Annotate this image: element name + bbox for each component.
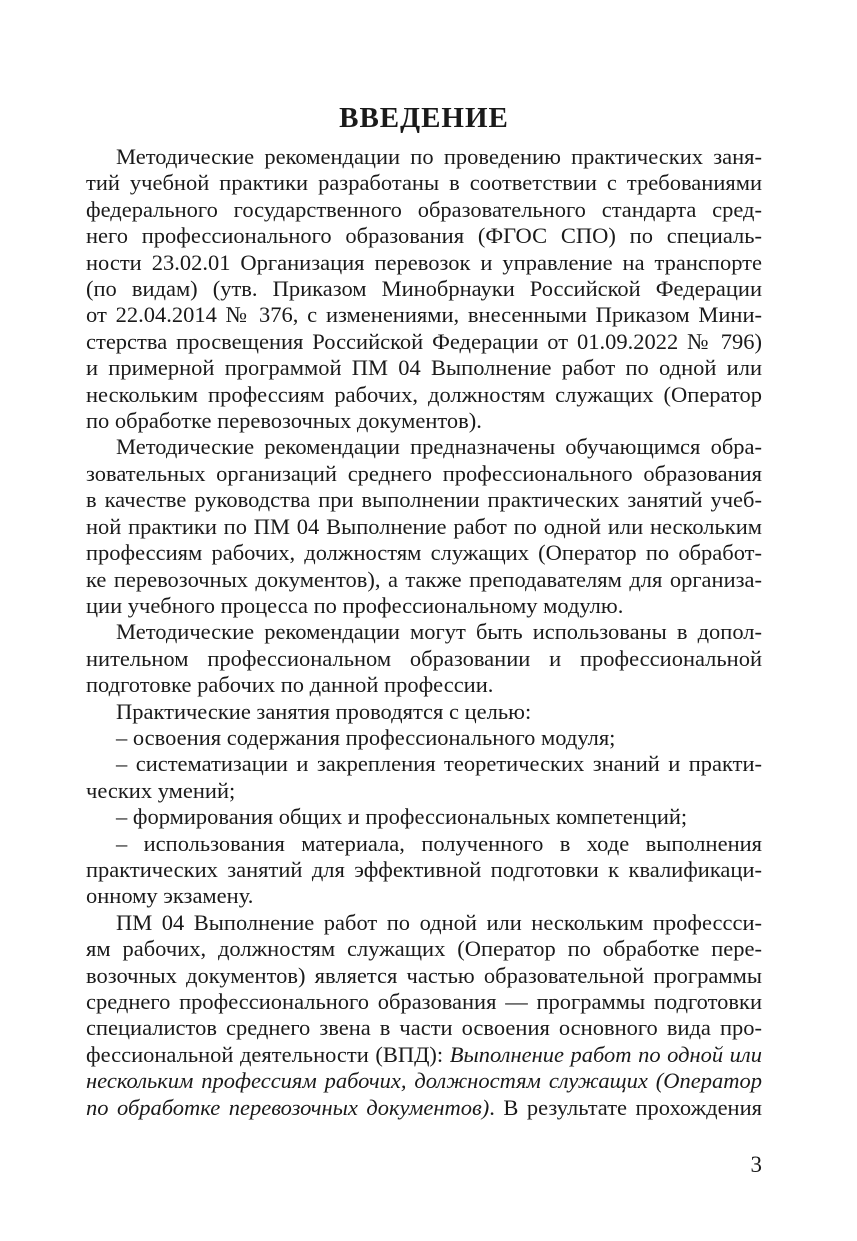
text-line: ности 23.02.01 Организация перевозок и управление на транспорте [86,249,762,275]
page-title: ВВЕДЕНИЕ [339,102,509,134]
text-line: ции учебного процесса по профессиональному модулю. [86,592,624,618]
text-line: практических занятий для эффективной подготовки к квалификаци- [86,856,762,882]
text-line: возочных документов) является частью образовательной программы [86,962,762,988]
text-line: среднего профессионального образования — программы подготовки [86,989,762,1014]
italic-text-line: нескольким профессиям рабочих, должностям служащих (Оператор [86,1068,762,1094]
text-run: фессиональной деятельности (ВПД): [86,1041,450,1067]
text-line: Методические рекомендации по проведению практических заня- [116,144,762,169]
text-line-mixed [86,1042,762,1068]
text-line: от 22.04.2014 № 376, с изменениями, внесенными Приказом Мини- [86,302,762,328]
text-line: него профессионального образования (ФГОС СПО) по специаль- [86,223,762,249]
text-line: и примерной программой ПМ 04 Выполнение работ по одной или [86,355,762,381]
text-line: Методические рекомендации могут быть использованы в допол- [116,619,762,645]
italic-text-run: Выполнение работ по одной или [449,1041,762,1067]
text-line: ям рабочих, должностям служащих (Оператор по обработке пере- [86,936,762,962]
text-run: . В результате прохождения [489,1094,762,1120]
text-line: онному экзамену. [86,883,254,909]
list-item [86,831,762,910]
list-item [86,725,762,751]
text-line: – использования материала, полученного в ходе выполнения [116,830,762,856]
text-line: профессиям рабочих, должностям служащих (Оператор по обработ- [86,540,762,566]
text-line: федерального государственного образовательного стандарта сред- [86,196,762,222]
paragraph-4 [86,699,762,725]
text-line: (по видам) (утв. Приказом Минобрнауки Российской Федерации [86,276,762,302]
text-line: – систематизации и закрепления теоретических знаний и практи- [116,751,762,777]
text-line: по обработке перевозочных документов). [86,408,482,434]
document-page [86,98,762,1121]
text-line: в качестве руководства при выполнении практических занятий учеб- [86,487,762,513]
page-number: 3 [750,1152,762,1177]
text-line: ПМ 04 Выполнение работ по одной или нескольким профессси- [116,909,762,935]
paragraph-2 [86,434,762,619]
text-line: Практические занятия проводятся с целью: [116,698,532,724]
list-item [86,751,762,804]
text-line: ке перевозочных документов), а также преподавателям для организа- [86,566,762,592]
text-line: – освоения содержания профессионального модуля; [116,724,616,750]
text-line: подготовке рабочих по данной профессии. [86,672,494,698]
list-item [86,804,762,830]
text-line: специалистов среднего звена в части освоения основного вида про- [86,1015,762,1041]
text-line-mixed [86,1095,762,1121]
italic-text-run: по обработке перевозочных документов) [86,1094,490,1120]
paragraph-1 [86,144,762,434]
paragraph-5 [86,910,762,1121]
text-line: – формирования общих и профессиональных компетенций; [116,804,688,830]
text-line: стерства просвещения Российской Федерации от 01.09.2022 № 796) [86,328,762,354]
text-line: зовательных организаций среднего профессионального образования [86,460,762,486]
paragraph-3 [86,619,762,698]
text-line: Методические рекомендации предназначены обучающимся обра- [116,434,762,460]
text-line: ной практики по ПМ 04 Выполнение работ по одной или нескольким [86,513,762,539]
text-line: тий учебной практики разработаны в соответствии с требованиями [86,170,762,196]
text-line: нескольким профессиям рабочих, должностям служащих (Оператор [86,381,762,407]
text-line: нительном профессиональном образовании и профессиональной [86,645,762,671]
text-line: ческих умений; [86,777,236,803]
